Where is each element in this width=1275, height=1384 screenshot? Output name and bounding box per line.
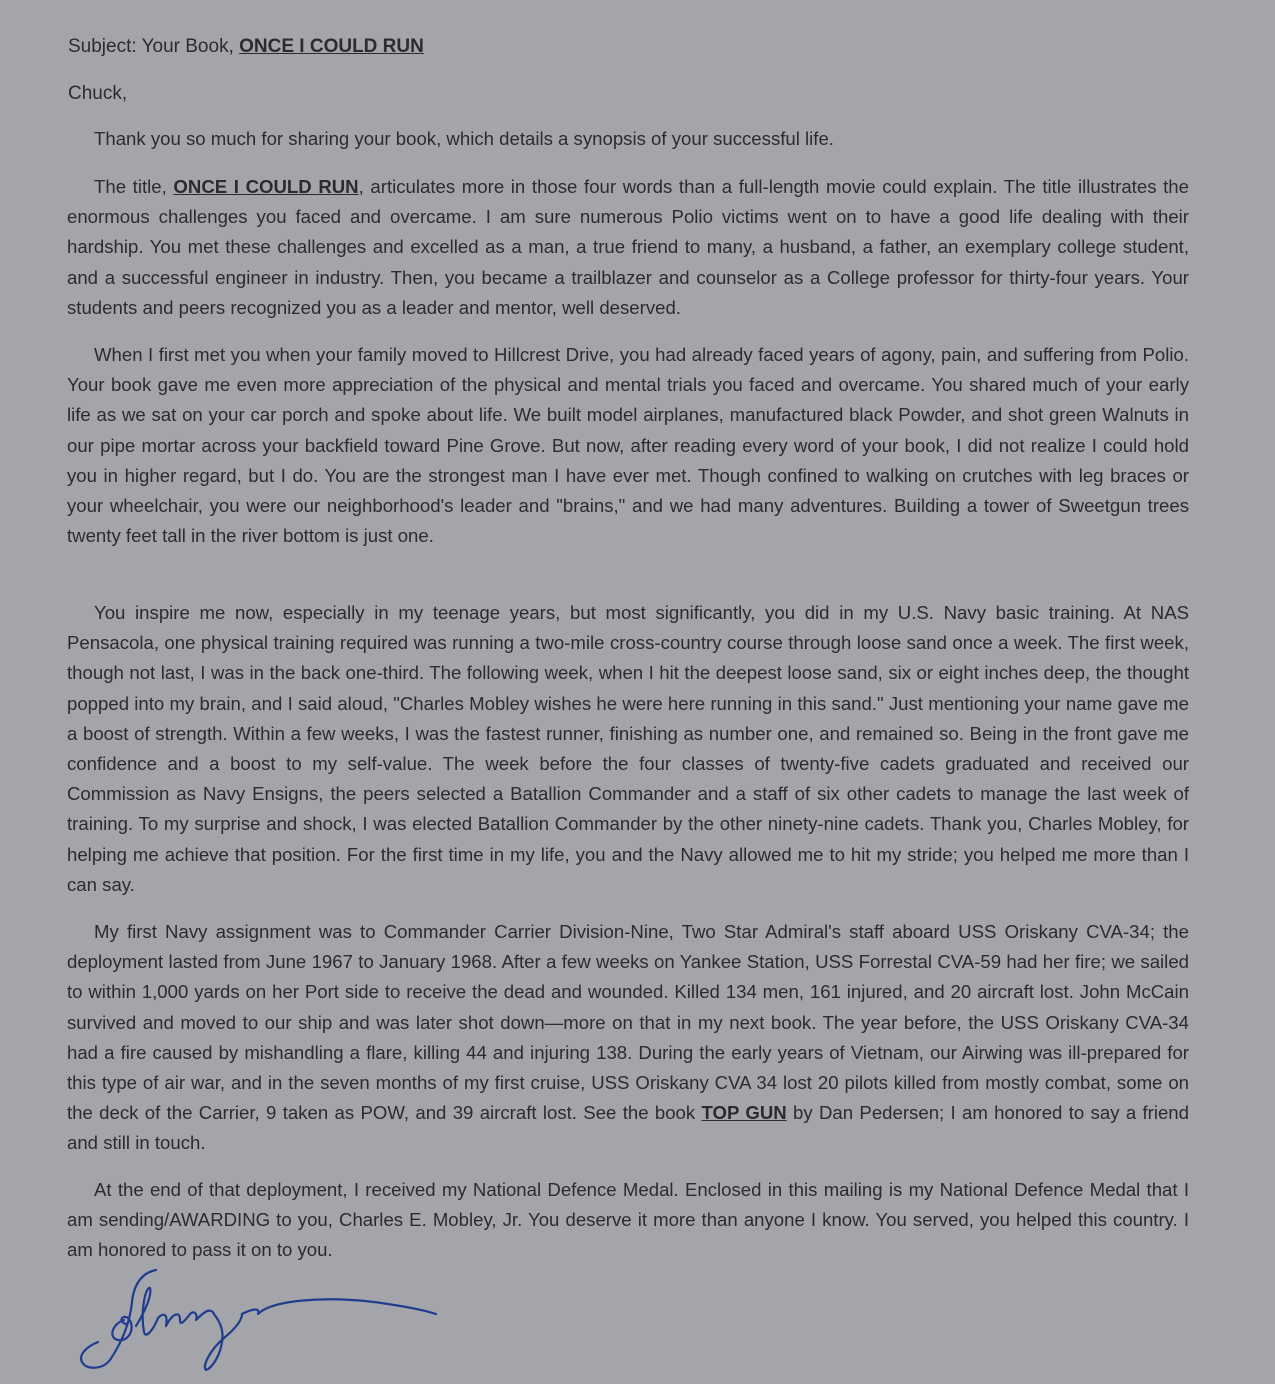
p5-end: by Dan Pedersen; I am honored to say a friend and still in touch. — [67, 1102, 1189, 1154]
paragraph-first-assignment — [67, 917, 1189, 1159]
paragraph-navy-training: You inspire me now, especially in my teenage years, but most significantly, you did in my U.S. Navy basic training. At NAS Pensacola, one physical training required was running a two-mile cross-country course through loose sand once a week. The first week, though not last, I was in the back one-third. The following week, when I hit the deepest loose sand, six or eight inches deep, the thought popped into my brain, and I said aloud, "Charles Mobley wishes he were here running in this sand." Just mentioning your name gave me a boost of strength. Within a few weeks, I was the fastest runner, finishing as number one, and remained so. Being in the front gave me confidence and a boost to my self-value. The week before the four classes of twenty-five cadets graduated and received our Commission as Navy Ensigns, the peers selected a Batallion Commander and a staff of six other cadets to manage the last week of training. To my surprise and shock, I was elected Batallion Commander by the other ninety-nine cadets. Thank you, Charles Mobley, for helping me achieve that position. For the first time in my life, you and the Navy allowed me to hit my stride; you helped me more than I can say. — [67, 602, 1189, 895]
subject-prefix: Subject: Your Book, — [68, 36, 240, 57]
p2-prefix: The title, — [94, 176, 174, 197]
paragraph-medal: At the end of that deployment, I received my National Defence Medal. Enclosed in this mailing is my National Defence Medal that I am sending/AWARDING to you, Charles E. Mobley, Jr. You deserve it more than anyone I know. You served, you helped this country. I am honored to pass it on to you. — [67, 1179, 1189, 1261]
p2-book-title: ONCE I COULD RUN — [173, 176, 359, 197]
p5-body: My first Navy assignment was to Commander Carrier Division-Nine, Two Star Admiral's staff aboard USS Oriskany CVA-34; the deployment lasted from June 1967 to January 1968. After a few weeks on Yankee Station, USS Forrestal CVA-59 had her fire; we sailed to within 1,000 yards on her Port side to receive the dead and wounded. Killed 134 men, 161 injured, and 20 aircraft lost. John McCain survived and moved to our ship and was later shot down—more on that in my next book. The year before, the USS Oriskany CVA-34 had a fire caused by mishandling a flare, killing 44 and injuring 138. During the early years of Vietnam, our Airwing was ill-prepared for this type of air war, and in the seven months of my first cruise, USS Oriskany CVA 34 lost 20 pilots killed from mostly combat, some on the deck of the Carrier, 9 taken as POW, and 39 aircraft lost. See the book — [67, 921, 1189, 1124]
p2-body: , articulates more in those four words than a full-length movie could explain. The title illustrates the enormous challenges you faced and overcame. I am sure numerous Polio victims went on to have a good life dealing with their hardship. You met these challenges and excelled as a man, a true friend to many, a husband, a father, an exemplary college student, and a successful engineer in industry. Then, you became a trailblazer and counselor as a College professor for thirty-four years. Your students and peers recognized you as a leader and mentor, well deserved. — [67, 176, 1189, 318]
greeting: Chuck, — [68, 83, 128, 104]
paragraph-title — [67, 172, 1189, 323]
paragraph-hillcrest: When I first met you when your family moved to Hillcrest Drive, you had already faced years of agony, pain, and suffering from Polio. Your book gave me even more appreciation of the physical and mental trials you faced and overcame. You shared much of your early life as we sat on your car porch and spoke about life. We built model airplanes, manufactured black Powder, and shot green Walnuts in our pipe mortar across your backfield toward Pine Grove. But now, after reading every word of your book, I did not realize I could hold you in higher regard, but I do. You are the strongest man I have ever met. Though confined to walking on crutches with leg braces or your wheelchair, you were our neighborhood's leader and "brains," and we had many adventures. Building a tower of Sweetgun trees twenty feet tall in the river bottom is just one. — [67, 344, 1189, 547]
p5-book-title: TOP GUN — [701, 1102, 787, 1124]
subject-line — [68, 34, 424, 60]
handwritten-signature — [74, 1262, 454, 1374]
paragraph-thanks: Thank you so much for sharing your book, which details a synopsis of your successful life. — [94, 128, 834, 149]
subject-book-title: ONCE I COULD RUN — [239, 36, 424, 57]
